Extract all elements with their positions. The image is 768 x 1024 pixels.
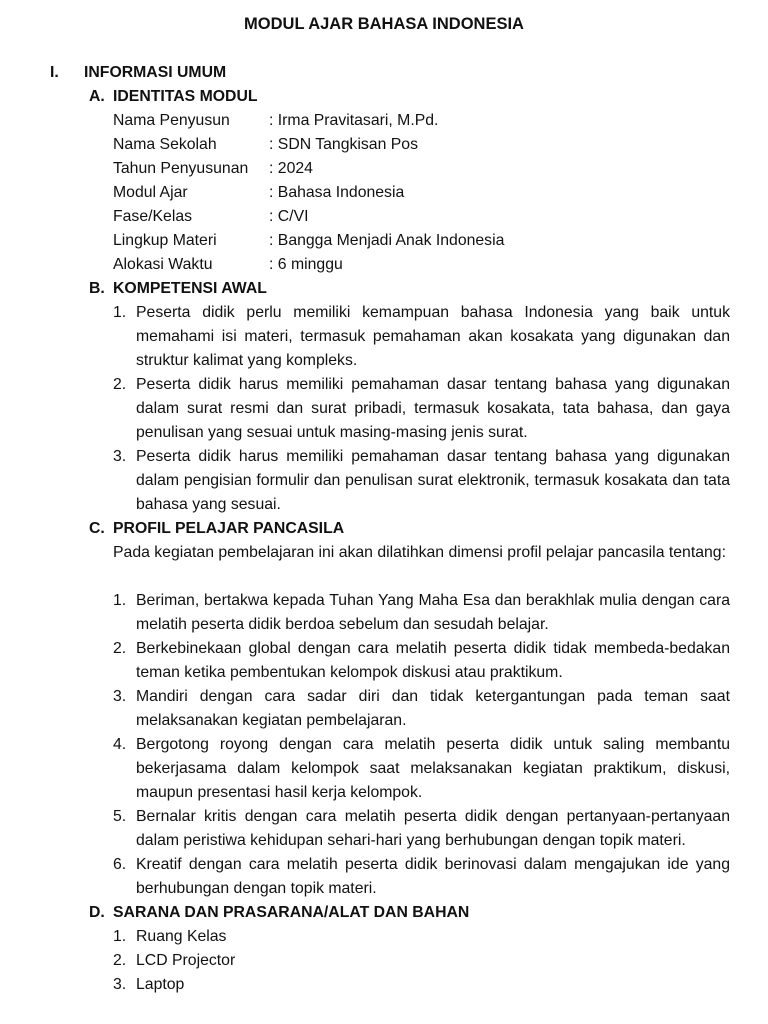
identity-value: : 2024: [269, 160, 313, 177]
list-item-text: LCD Projector: [136, 952, 236, 969]
list-number: 2.: [113, 640, 127, 657]
section-heading-informasi-umum: INFORMASI UMUM: [84, 64, 227, 81]
identity-label: Fase/Kelas: [113, 208, 193, 225]
identity-value: : Bangga Menjadi Anak Indonesia: [269, 232, 505, 249]
subsection-letter-c: C.: [89, 520, 105, 537]
list-number: 3.: [113, 688, 127, 705]
list-number: 3.: [113, 976, 127, 993]
list-item-text: Mandiri dengan cara sadar diri dan tidak ketergantungan pada teman saat melaksanakan kegiatan pembelajaran.: [136, 688, 730, 729]
intro-paragraph: Pada kegiatan pembelajaran ini akan dilatihkan dimensi profil pelajar pancasila tentang:: [113, 544, 726, 561]
section-number: I.: [50, 64, 59, 81]
list-item-text: Bernalar kritis dengan cara melatih peserta didik dengan pertanyaan-pertanyaan dalam peristiwa kehidupan sehari-hari yang berhubungan dengan topik materi.: [136, 808, 730, 849]
subsection-heading-sarana-prasarana: SARANA DAN PRASARANA/ALAT DAN BAHAN: [113, 904, 470, 921]
list-item-text: Peserta didik harus memiliki pemahaman dasar tentang bahasa yang digunakan dalam surat resmi dan surat pribadi, termasuk kosakata, tata bahasa, dan gaya penulisan yang sesuai untuk masing-masing jenis surat.: [136, 376, 730, 441]
identity-label: Modul Ajar: [113, 184, 188, 201]
subsection-letter-a: A.: [89, 88, 105, 105]
list-item-text: Kreatif dengan cara melatih peserta didik berinovasi dalam mengajukan ide yang berhubungan dengan topik materi.: [136, 856, 730, 897]
subsection-letter-d: D.: [89, 904, 105, 921]
list-number: 1.: [113, 304, 127, 321]
list-number: 2.: [113, 376, 127, 393]
identity-label: Lingkup Materi: [113, 232, 217, 249]
list-item-text: Ruang Kelas: [136, 928, 227, 945]
list-number: 2.: [113, 952, 127, 969]
identity-value: : SDN Tangkisan Pos: [269, 136, 418, 153]
identity-label: Tahun Penyusunan: [113, 160, 249, 177]
identity-label: Alokasi Waktu: [113, 256, 213, 273]
identity-value: : Irma Pravitasari, M.Pd.: [269, 112, 439, 129]
list-item-text: Bergotong royong dengan cara melatih peserta didik untuk saling membantu bekerjasama dalam kelompok saat melaksanakan kegiatan praktikum, diskusi, maupun presentasi hasil kerja kelompok.: [136, 736, 730, 801]
subsection-heading-profil-pelajar-pancasila: PROFIL PELAJAR PANCASILA: [113, 520, 345, 537]
list-item-text: Laptop: [136, 976, 185, 993]
list-number: 5.: [113, 808, 127, 825]
list-item-text: Berkebinekaan global dengan cara melatih peserta didik tidak membeda-bedakan teman ketika pembentukan kelompok diskusi atau praktikum.: [136, 640, 730, 681]
list-number: 6.: [113, 856, 127, 873]
subsection-heading-kompetensi-awal: KOMPETENSI AWAL: [113, 280, 267, 297]
list-number: 1.: [113, 928, 127, 945]
subsection-heading-identitas-modul: IDENTITAS MODUL: [113, 88, 258, 105]
list-item-text: Beriman, bertakwa kepada Tuhan Yang Maha Esa dan berakhlak mulia dengan cara melatih peserta didik berdoa sebelum dan sesudah belajar.: [136, 592, 730, 633]
subsection-letter-b: B.: [89, 280, 105, 297]
identity-value: : C/VI: [269, 208, 309, 225]
document-title: MODUL AJAR BAHASA INDONESIA: [244, 15, 524, 33]
identity-value: : Bahasa Indonesia: [269, 184, 405, 201]
identity-label: Nama Sekolah: [113, 136, 217, 153]
list-number: 3.: [113, 448, 127, 465]
identity-label: Nama Penyusun: [113, 112, 230, 129]
list-item-text: Peserta didik perlu memiliki kemampuan bahasa Indonesia yang baik untuk memahami isi materi, termasuk pemahaman akan kosakata yang digunakan dan struktur kalimat yang kompleks.: [136, 304, 730, 369]
list-item-text: Peserta didik harus memiliki pemahaman dasar tentang bahasa yang digunakan dalam pengisian formulir dan penulisan surat elektronik, termasuk kosakata dan tata bahasa yang sesuai.: [136, 448, 730, 513]
identity-value: : 6 minggu: [269, 256, 343, 273]
list-number: 4.: [113, 736, 127, 753]
list-number: 1.: [113, 592, 127, 609]
